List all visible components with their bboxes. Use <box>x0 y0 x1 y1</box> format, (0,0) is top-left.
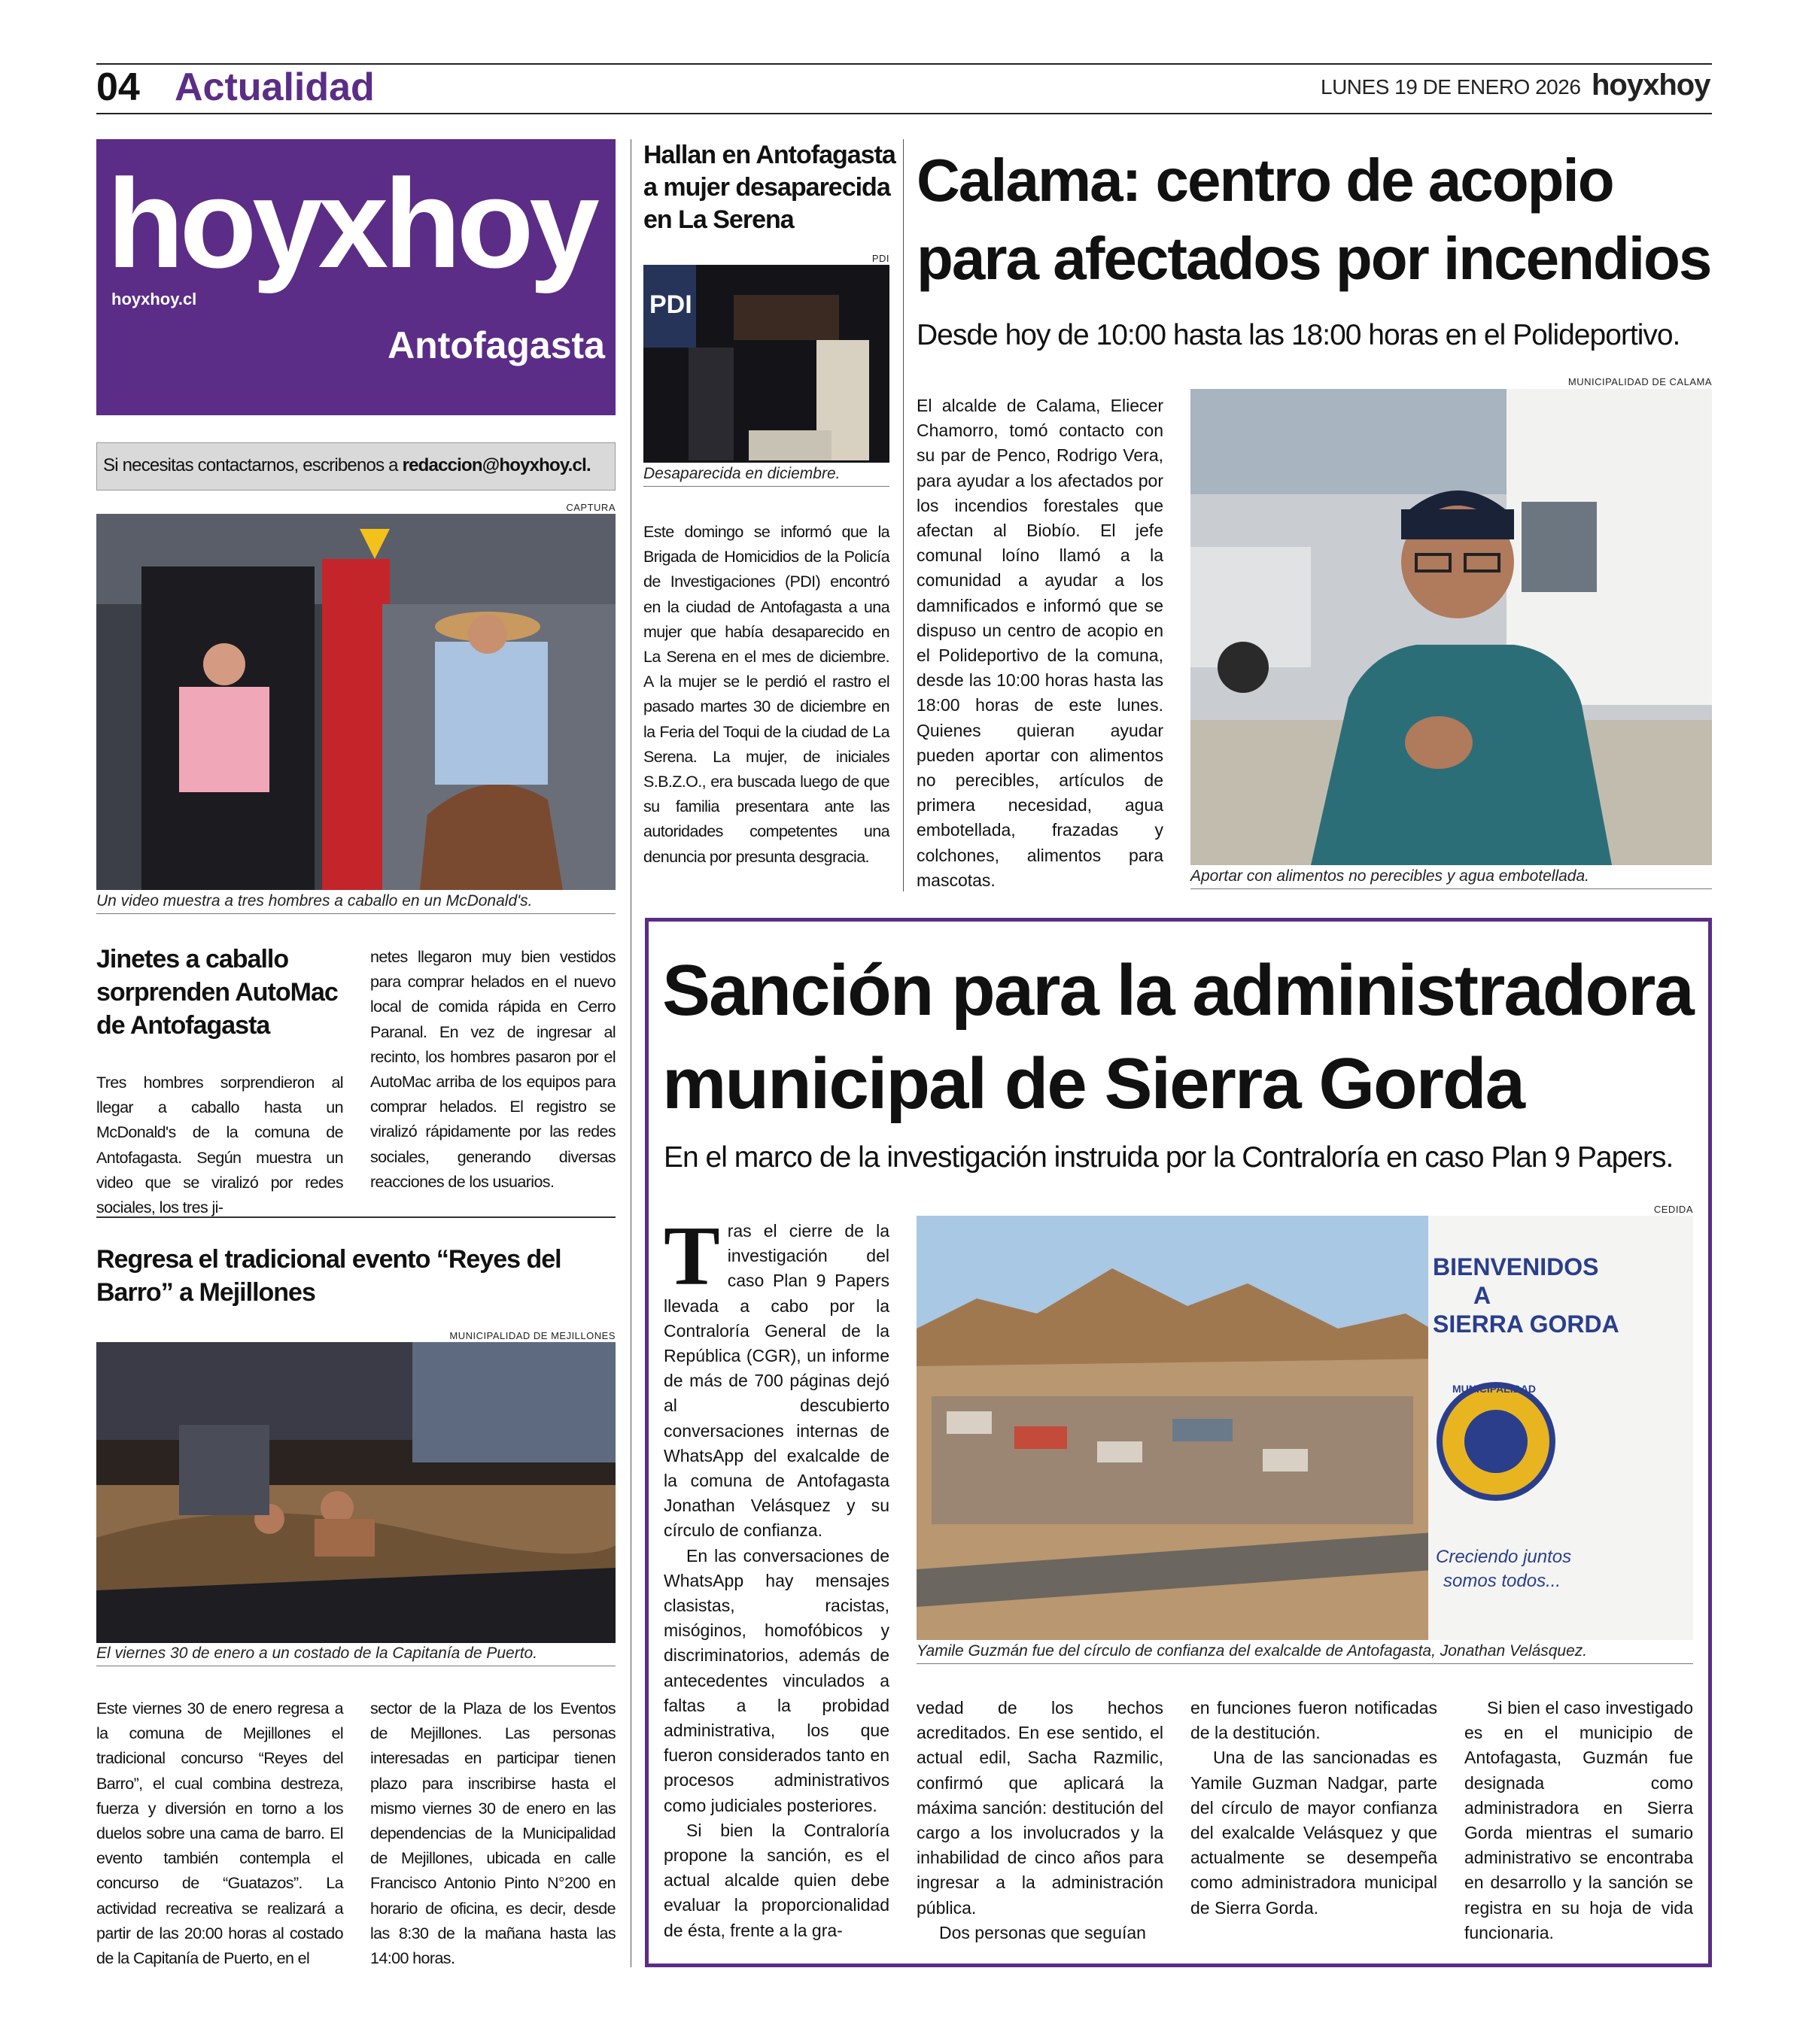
masthead-logo: hoyxhoy <box>107 153 595 294</box>
contact-bar <box>96 442 616 490</box>
jinetes-col1: Tres hombres sorprendieron al llegar a caballo hasta un McDonald's de la comuna de Antofagasta. Según muestra un video que se viralizó por redes sociales, los tres ji- <box>96 1074 343 1217</box>
reyes-photo <box>96 1342 616 1643</box>
jinetes-col2: netes llegaron muy bien vestidos para comprar helados en el nuevo local de comida rápida en Cerro Paranal. En vez de ingresar al recinto, los hombres pasaron por el AutoMac arriba de los equipos para comprar helados. El registro se viralizó rápidamente por las redes sociales, generando diversas reacciones de los usuarios. <box>370 948 616 1191</box>
sancion-col3-p2: Una de las sancionadas es Yamile Guzman Nadgar, parte del círculo de mayor confianza del exalcalde Velásquez y que actualmente se desempeña como administradora municipal de Sierra Gorda. <box>1190 1748 1437 1918</box>
hallan-photo <box>643 265 889 463</box>
reyes-title: Regresa el tradicional evento “Reyes del Barro” a Mejillones <box>96 1245 561 1307</box>
sancion-photo <box>917 1216 1693 1640</box>
header-brand: hoyxhoy <box>1592 68 1710 102</box>
sign-slogan-1: Creciendo juntos <box>1436 1547 1572 1567</box>
hallan-photo-label: PDI <box>649 290 692 319</box>
jinetes-photo <box>96 514 616 890</box>
sancion-title: Sanción para la administradora municipal de Sierra Gorda <box>662 950 1693 1124</box>
page-number: 04 <box>96 65 140 109</box>
sancion-col4 <box>1464 1696 1693 1945</box>
hallan-photo-credit: PDI <box>871 253 889 264</box>
jinetes-photo-credit: CAPTURA <box>566 502 616 513</box>
calama-body: El alcalde de Calama, Eliecer Chamorro, tomó contacto con su par de Penco, Rodrigo Vera, para ayudar a los afectados por los incendios forestales que afectan al Biobío. El jefe comunal loíno llamó a la comunidad a ayudar a los damnificados e informó que se dispuso un centro de acopio en el Polideportivo de la comuna, desde las 10:00 horas hasta las 18:00 horas de este lunes. Quienes quieran ayudar pueden aportar con alimentos no perecibles, artículos de primera necesidad, agua embotellada, frazadas y colchones, alimentos para mascotas. <box>917 396 1163 890</box>
contact-email[interactable]: redaccion@hoyxhoy.cl. <box>402 455 591 475</box>
sancion-col2-p1: vedad de los hechos acreditados. En ese sentido, el actual edil, Sacha Razmilic, confirmó que aplicará la máxima sanción: destitución del cargo a los involucrados y la inhabilidad de cinco años para ingresar a la administración pública. <box>917 1698 1163 1918</box>
calama-title: Calama: centro de acopio para afectados por incendios <box>917 147 1711 292</box>
calama-subtitle: Desde hoy de 10:00 hasta las 18:00 horas en el Polideportivo. <box>917 319 1680 351</box>
sign-seal-text: MUNICIPALIDAD <box>1452 1383 1536 1395</box>
masthead <box>96 139 616 415</box>
reyes-photo-credit: MUNICIPALIDAD DE MEJILLONES <box>449 1330 616 1341</box>
sancion-col1-p2: En las conversaciones de WhatsApp hay mensajes clasistas, racistas, misóginos, homofóbicos y discriminatorios, además de antecedentes vinculados a faltas a la probidad administrativa, los que fueron considerados tanto en procesos administrativos como judiciales posteriores. <box>664 1545 889 1815</box>
sign-line2: A <box>1473 1282 1491 1309</box>
reyes-caption: El viernes 30 de enero a un costado de la Capitanía de Puerto. <box>96 1645 616 1666</box>
jinetes-rule <box>96 1216 616 1218</box>
sancion-dropcap: T <box>664 1210 720 1303</box>
sign-slogan-2: somos todos... <box>1443 1571 1561 1591</box>
sancion-col1-p3: Si bien la Contraloría propone la sanción, es el actual alcalde quien debe evaluar la proporcionalidad de ésta, frente a la gra- <box>664 1820 889 1940</box>
masthead-city: Antofagasta <box>388 324 605 366</box>
sancion-col2 <box>917 1696 1163 1945</box>
jinetes-caption: Un video muestra a tres hombres a caballo en un McDonald's. <box>96 892 616 914</box>
sign-line1: BIENVENIDOS <box>1433 1253 1599 1280</box>
hallan-divider <box>903 139 904 891</box>
header-rule <box>96 113 1712 114</box>
sign-line3: SIERRA GORDA <box>1433 1311 1619 1338</box>
jinetes-title: Jinetes a caballo sorprenden AutoMac de Antofagasta <box>96 945 338 1040</box>
sancion-col2-p2: Dos personas que seguían <box>939 1922 1146 1942</box>
sancion-col3 <box>1190 1696 1437 1921</box>
sancion-col1 <box>664 1210 889 1943</box>
hallan-body: Este domingo se informó que la Brigada de Homicidios de la Policía de Investigaciones (PDI) encontró en la ciudad de Antofagasta a una mujer que había desaparecido en La Serena en el mes de diciembre. A la mujer se le perdió el rastro el pasado martes 30 de diciembre en la Feria del Toqui de la ciudad de La Serena. La mujer, de iniciales S.B.Z.O., era buscada luego de que su familia presentara ante las autoridades competentes una denuncia por presunta desgracia. <box>643 523 889 866</box>
sancion-col3-p1: en funciones fueron notificadas de la destitución. <box>1190 1698 1437 1743</box>
section-name: Actualidad <box>175 65 375 109</box>
sancion-caption: Yamile Guzmán fue del círculo de confianza del exalcalde de Antofagasta, Jonathan Velásquez. <box>917 1642 1693 1664</box>
reyes-col1: Este viernes 30 de enero regresa a la comuna de Mejillones el tradicional concurso “Reyes del Barro”, el cual combina destreza, fuerza y diversión en torno a los duelos sobre una cama de barro. El evento también contempla el concurso de “Guatazos”. La actividad recreativa se realizará a partir de las 20:00 horas al costado de la Capitanía de Puerto, en el <box>96 1699 343 1968</box>
hallan-title: Hallan en Antofagasta a mujer desaparecida en La Serena <box>643 141 895 234</box>
sancion-subtitle: En el marco de la investigación instruida por la Contraloría en caso Plan 9 Papers. <box>664 1141 1674 1174</box>
reyes-col2: sector de la Plaza de los Eventos de Mejillones. Las personas interesadas en participar tienen plazo para inscribirse hasta el mismo viernes 30 de enero en las dependencias de la Municipalidad de Mejillones, ubicada en calle Francisco Antonio Pinto N°200 en horario de oficina, es decir, desde las 8:30 de la mañana hasta las 14:00 horas. <box>370 1699 616 1968</box>
sancion-col4-p1: Si bien el caso investigado es en el municipio de Antofagasta, Guzmán fue designada como administradora en Sierra Gorda mientras el sumario administrativo se encontraba en desarrollo y la sanción se registra en su hoja de vida funcionaria. <box>1464 1698 1693 1942</box>
hallan-caption: Desaparecida en diciembre. <box>643 465 889 487</box>
sancion-col1-p1: ras el cierre de la investigación del caso Plan 9 Papers llevada a cabo por la Contraloría General de la República (CGR), un informe de más de 700 páginas dejó al descubierto conversaciones internas de WhatsApp del exalcalde de la comuna de Antofagasta Jonathan Velásquez y su círculo de confianza. <box>664 1221 889 1541</box>
sancion-photo-credit: CEDIDA <box>1653 1204 1693 1215</box>
calama-photo <box>1190 389 1712 865</box>
calama-photo-credit: MUNICIPALIDAD DE CALAMA <box>1567 376 1712 387</box>
calama-caption: Aportar con alimentos no perecibles y agua embotellada. <box>1190 867 1712 889</box>
masthead-url: hoyxhoy.cl <box>111 290 197 308</box>
contact-text: Si necesitas contactarnos, escribenos a <box>103 455 403 475</box>
issue-date: LUNES 19 DE ENERO 2026 <box>1321 75 1581 99</box>
